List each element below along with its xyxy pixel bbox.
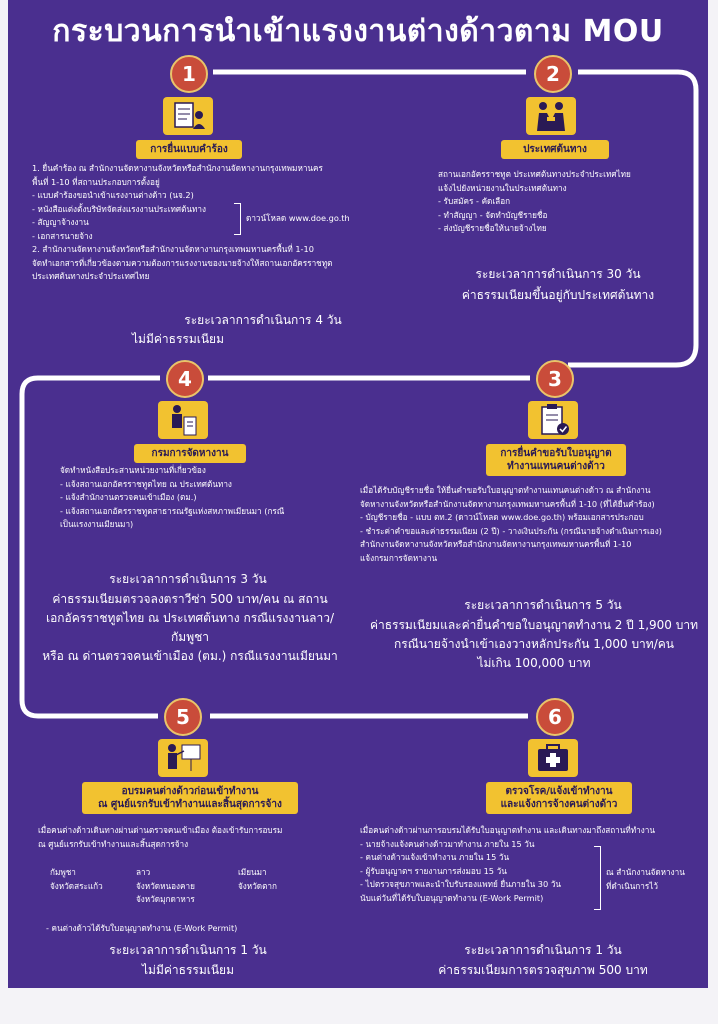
document-person-icon [163,97,213,135]
handshake-icon [526,97,576,135]
teacher-board-icon [158,739,208,777]
step-5-center-myanmar: เมียนมา จังหวัดตาก [238,867,277,891]
step-1-fee: ไม่มีค่าธรรมเนียม [132,332,224,346]
step-1-download: ดาวน์โหลด www.doe.go.th [246,213,350,223]
step-5-permit: - คนต่างด้าวได้รับใบอนุญาตทำงาน (E-Work Permit) [46,923,238,933]
step-6-fee: ค่าธรรมเนียมการตรวจสุขภาพ 500 บาท [438,963,648,977]
step-1-duration: ระยะเวลาการดำเนินการ 4 วัน [184,313,342,327]
step-5-label: อบรมคนต่างด้าวก่อนเข้าทำงาน ณ ศูนย์แรกรับเข้าทำงานและสิ้นสุดการจ้าง [82,782,298,814]
step-1-badge: 1 [170,55,208,93]
step-1-bracket [234,203,241,235]
step-4-badge: 4 [166,360,204,398]
step-2-label: ประเทศต้นทาง [501,140,609,159]
step-4-duration: ระยะเวลาการดำเนินการ 3 วัน [109,572,267,586]
step-5-duration: ระยะเวลาการดำเนินการ 1 วัน [109,943,267,957]
step-3-details: เมื่อได้รับบัญชีรายชื่อ ให้ยื่นคำขอรับใบอนุญาตทำงานแทนคนต่างด้าว ณ สำนักงาน จัดหางานจังหวัดหรือสำนักงานจัดหางานกรุงเทพมหานครพื้นที่ 1-10 (ที่ได้ยื่นคำร้อง) - บัญชีรายชื่อ - แบบ ตท.2 (ดาวน์โหลด www.doe.go.th) พร้อมเอกสารประกอบ - ชำระค่าคำขอและค่าธรรมเนียม (2 ปี) - วางเงินประกัน (กรณีนายจ้างดำเนินการเอง) สำนักงานจัดหางานจังหวัดหรือสำนักงานจัดหางานกรุงเทพมหานครพื้นที่ 1-10 แจ้งกรมการจัดหางาน [360,485,662,563]
step-6-office: ณ สำนักงานจัดหางาน ที่ดำเนินการไว้ [606,867,685,891]
step-5-fee: ไม่มีค่าธรรมเนียม [142,963,234,977]
step-6-bracket [594,846,601,910]
step-5-center-laos: ลาว จังหวัดหนองคาย จังหวัดมุกดาหาร [136,867,195,904]
step-4-label: กรมการจัดหางาน [134,444,246,463]
step-5-center-cambodia: กัมพูชา จังหวัดสระแก้ว [50,867,103,891]
step-5-badge: 5 [164,698,202,736]
step-1-label: การยื่นแบบคำร้อง [136,140,242,159]
step-1-details: 1. ยื่นคำร้อง ณ สำนักงานจัดหางานจังหวัดหรือสำนักงานจัดหางานกรุงเทพมหานคร พื้นที่ 1-10 ที่สถานประกอบการตั้งอยู่ - แบบคำร้องขอนำเข้าแรงงานต่างด้าว (นจ.2) - หนังสือแต่งตั้งบริษัทจัดส่งแรงงานประเทศต้นทาง - สัญญาจ้างงาน - เอกสารนายจ้าง 2. สำนักงานจัดหางานจังหวัดหรือสำนักงานจัดหางานกรุงเทพมหานครพื้นที่ 1-10 จัดทำเอกสารที่เกี่ยวข้องตามความต้องการแรงงานของนายจ้างให้สถานเอกอัครราชทูต ประเทศต้นทางประจำประเทศไทย [32,163,333,281]
step-2-details: สถานเอกอัครราชทูต ประเทศต้นทางประจำประเทศไทย แจ้งไปยังหน่วยงานในประเทศต้นทาง - รับสมัคร - คัดเลือก - ทำสัญญา - จัดทำบัญชีรายชื่อ - ส่งบัญชีรายชื่อให้นายจ้างไทย [438,169,631,233]
step-3-fee: ค่าธรรมเนียมและค่ายื่นคำขอใบอนุญาตทำงาน 2 ปี 1,900 บาท กรณีนายจ้างนำเข้าเองวางหลักประกัน 1,000 บาท/คน ไม่เกิน 100,000 บาท [369,618,699,670]
step-4-fee: ค่าธรรมเนียมตรวจลงตราวีซ่า 500 บาท/คน ณ สถาน เอกอัครราชทูตไทย ณ ประเทศต้นทาง กรณีแรงงานลาว/กัมพูชา หรือ ณ ด่านตรวจคนเข้าเมือง (ตม.) กรณีแรงงานเมียนมา [42,592,338,663]
step-3-duration: ระยะเวลาการดำเนินการ 5 วัน [464,598,622,612]
mou-process-poster [8,0,708,988]
officer-podium-icon [158,401,208,439]
step-6-duration: ระยะเวลาการดำเนินการ 1 วัน [464,943,622,957]
step-4-details: จัดทำหนังสือประสานหน่วยงานที่เกี่ยวข้อง - แจ้งสถานเอกอัครราชทูตไทย ณ ประเทศต้นทาง - แจ้งสำนักงานตรวจคนเข้าเมือง (ตม.) - แจ้งสถานเอกอัครราชทูตสาธารณรัฐแห่งสหภาพเมียนมา (กรณี เป็นแรงงานเมียนมา) [60,465,285,529]
step-2-fee: ค่าธรรมเนียมขึ้นอยู่กับประเทศต้นทาง [461,288,655,302]
step-3-badge: 3 [536,360,574,398]
step-6-details: เมื่อคนต่างด้าวผ่านการอบรมได้รับใบอนุญาตทำงาน และเดินทางมาถึงสถานที่ทำงาน - นายจ้างแจ้งคนต่างด้าวมาทำงาน ภายใน 15 วัน - คนต่างด้าวแจ้งเข้าทำงาน ภายใน 15 วัน - ผู้รับอนุญาตฯ รายงานการส่งมอบ 15 วัน - ไปตรวจสุขภาพและนำใบรับรองแพทย์ ยื่นภายใน 30 วัน นับแต่วันที่ได้รับใบอนุญาตทำงาน (E-Work Permit) [360,825,655,903]
step-2-badge: 2 [534,55,572,93]
step-3-label: การยื่นคำขอรับใบอนุญาต ทำงานแทนคนต่างด้าว [486,444,626,476]
step-2-duration: ระยะเวลาการดำเนินการ 30 วัน [475,267,641,281]
step-6-label: ตรวจโรค/แจ้งเข้าทำงาน และแจ้งการจ้างคนต่างด้าว [486,782,632,814]
page-title: กระบวนการนำเข้าแรงงานต่างด้าวตาม MOU [52,14,664,49]
step-5-details: เมื่อคนต่างด้าวเดินทางผ่านด่านตรวจคนเข้าเมือง ต้องเข้ารับการอบรม ณ ศูนย์แรกรับเข้าทำงานและสิ้นสุดการจ้าง [38,825,283,849]
medical-kit-icon [528,739,578,777]
clipboard-check-icon [528,401,578,439]
step-6-badge: 6 [536,698,574,736]
